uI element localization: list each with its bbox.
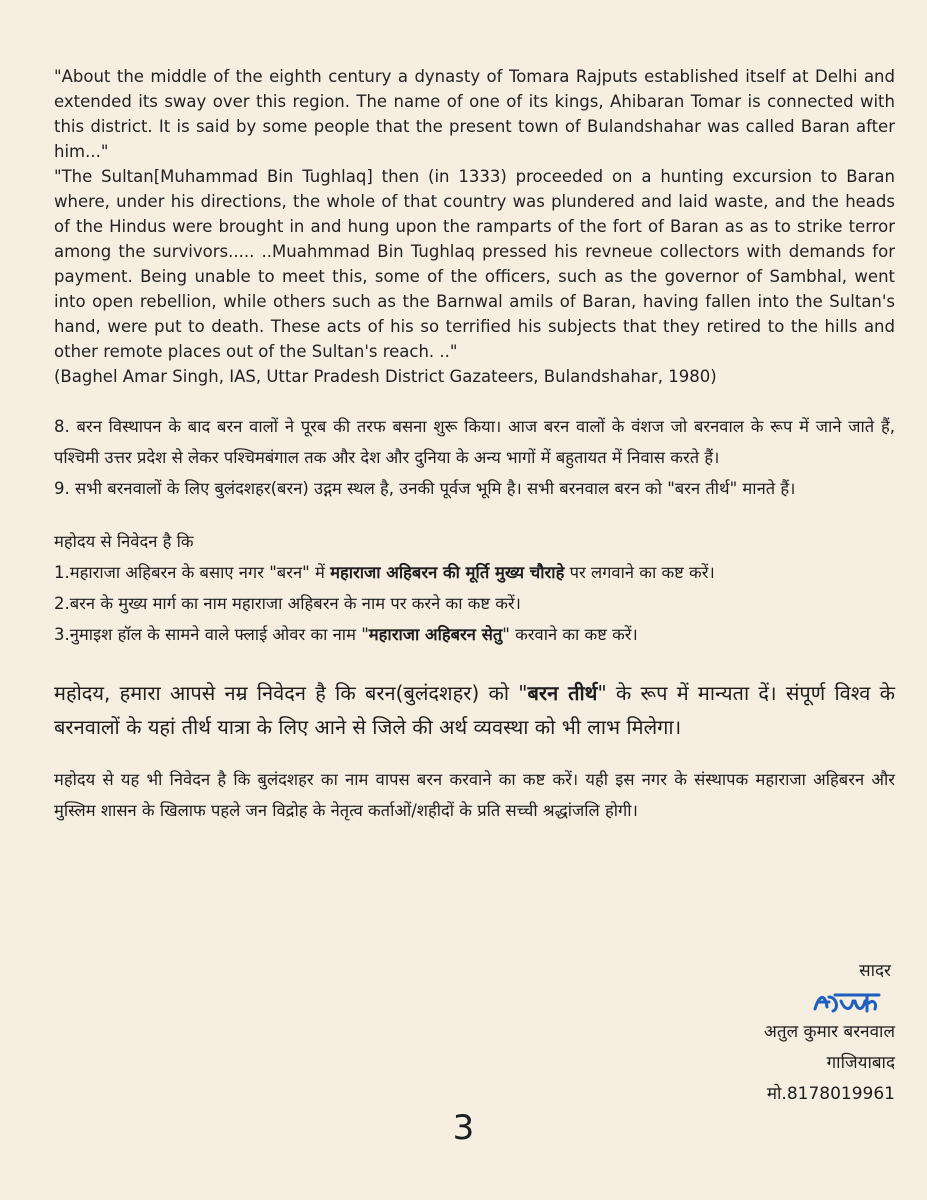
quote-citation: (Baghel Amar Singh, IAS, Uttar Pradesh District Gazateers, Bulandshahar, 1980): [54, 367, 717, 386]
quote-paragraph-2: "The Sultan[Muhammad Bin Tughlaq] then (in 1333) proceeded on a hunting excursion to Baran where, under his directions, the whole of that country was plundered and laid waste, and the heads of the Hindus were brought in and hung upon the ramparts of the fort of Baran as as to strike terror among the survivors..... ..Muahmmad Bin Tughlaq pressed his revneue collectors with demands for payment. Being unable to meet this, some of the officers, such as the governor of Sambhal, went into open rebellion, while others such as the Barnwal amils of Baran, having fallen into the Sultan's hand, were put to death. These acts of his so terrified his subjects that they retired to the hills and other remote places out of the Sultan's reach. ..": [54, 167, 895, 361]
signer-name: अतुल कुमार बरनवाल: [763, 1022, 895, 1042]
request-3-text: 3.नुमाइश हॉल के सामने वाले फ्लाई ओवर का नाम ": [54, 625, 369, 644]
requests-intro: महोदय से निवेदन है कि: [54, 532, 194, 551]
closing-paragraph: महोदय से यह भी निवेदन है कि बुलंदशहर का नाम वापस बरन करवाने का कष्ट करें। यही इस नगर के संस्थापक महाराजा अहिबरन और मुस्लिम शासन के खिलाफ पहले जन विद्रोह के नेतृत्व कर्ताओं/शहीदों के प्रति सच्ची श्रद्धांजलि होगी।: [54, 770, 895, 820]
request-3: [54, 619, 895, 650]
request-3-bold: महाराजा अहिबरन सेतु: [368, 625, 503, 644]
document-body: [54, 64, 895, 826]
point-8: 8. बरन विस्थापन के बाद बरन वालों ने पूरब की तरफ बसना शुरू किया। आज बरन वालों के वंशज जो बरनवाल के रूप में जाने जाते हैं, पश्चिमी उत्तर प्रदेश से लेकर पश्चिमबंगाल तक और देश और दुनिया के अन्य भागों में बहुतायत में निवास करते हैं।: [54, 417, 895, 467]
signer-phone: मो.8178019961: [766, 1084, 895, 1104]
request-2: 2.बरन के मुख्य मार्ग का नाम महाराजा अहिबरन के नाम पर करने का कष्ट करें।: [54, 594, 521, 613]
signature-block: [764, 956, 895, 1110]
request-1-end: पर लगवाने का कष्ट करें।: [564, 563, 715, 582]
appeal-paragraph: [54, 676, 895, 744]
appeal-text: महोदय, हमारा आपसे नम्र निवेदन है कि बरन(बुलंदशहर) को ": [54, 681, 528, 705]
appeal-end: " के रूप में मान्यता दें। संपूर्ण विश्व के बरनवालों के यहां तीर्थ यात्रा के लिए आने से जिले की अर्थ व्यवस्था को भी लाभ मिलेगा।: [54, 681, 895, 739]
page-number: 3: [452, 1108, 475, 1148]
request-1-bold: महाराजा अहिबरन की मूर्ति मुख्य चौराहे: [330, 563, 565, 582]
point-9: 9. सभी बरनवालों के लिए बुलंदशहर(बरन) उद्गम स्थल है, उनकी पूर्वज भूमि है। सभी बरनवाल बरन को "बरन तीर्थ" मानते हैं।: [54, 479, 796, 498]
request-3-end: " करवाने का कष्ट करें।: [502, 625, 638, 644]
quote-paragraph-1: "About the middle of the eighth century a dynasty of Tomara Rajputs established itself at Delhi and extended its sway over this region. The name of one of its kings, Ahibaran Tomar is connected with this district. It is said by some people that the present town of Bulandshahar was called Baran after him...": [54, 67, 895, 161]
request-1-text: 1.महाराजा अहिबरन के बसाए नगर "बरन" में: [54, 563, 331, 582]
handwritten-signature: [811, 987, 881, 1017]
appeal-bold: बरन तीर्थ: [527, 681, 598, 705]
signer-city: गाजियाबाद: [826, 1053, 895, 1073]
request-1: [54, 557, 895, 588]
salutation: सादर: [859, 961, 891, 981]
